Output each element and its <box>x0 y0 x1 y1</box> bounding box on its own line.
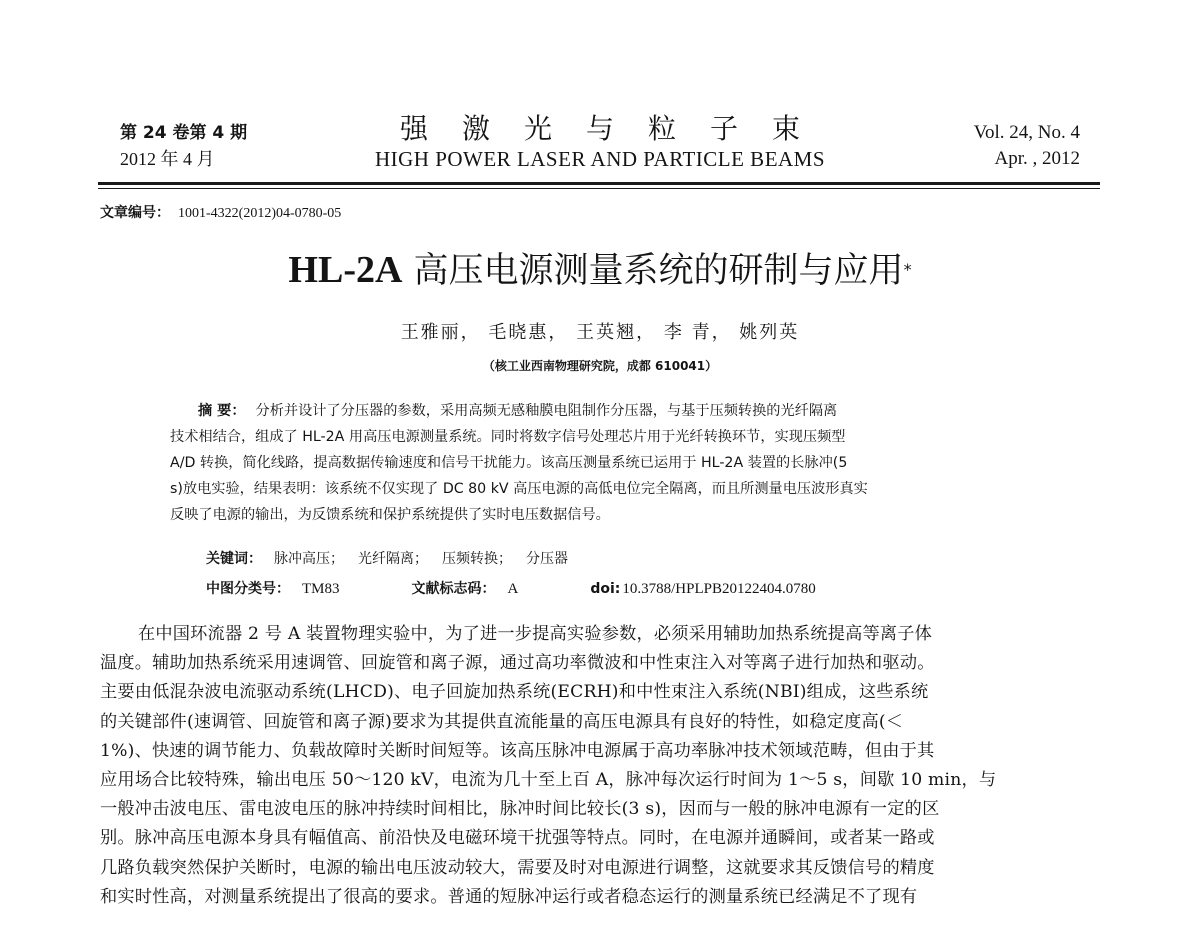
abstract <box>170 398 1032 528</box>
volume-issue: 第 24 卷第 4 期 <box>120 123 248 143</box>
abstract-text: 分析并设计了分压器的参数，采用高频无感釉膜电阻制作分压器，与基于压频转换的光纤隔离 <box>255 403 838 419</box>
article-number <box>100 202 341 222</box>
classification <box>206 578 816 598</box>
keyword: 脉冲高压； <box>274 551 344 567</box>
keywords <box>206 548 582 568</box>
journal-title-block <box>240 112 960 172</box>
body-paragraph <box>100 620 1100 912</box>
issue-date-en: Apr. , 2012 <box>994 148 1080 169</box>
abstract-line <box>170 398 1032 424</box>
body-line: 在中国环流器 2 号 A 装置物理实验中，为了进一步提高实验参数，必须采用辅助加热系统提高等离子体 <box>138 624 933 644</box>
abstract-line: s)放电实验，结果表明：该系统不仅实现了 DC 80 kV 高压电源的高低电位完全隔离，而且所测量电压波形真实 <box>170 481 868 497</box>
body-line: 一般冲击波电压、雷电波电压的脉冲持续时间相比，脉冲时间比较长(3 s)，因而与一般的脉冲电源有一定的区 <box>100 799 940 820</box>
doc-code-label: 文献标志码： <box>411 581 496 597</box>
paper-title-latin: HL-2A <box>288 249 403 291</box>
body-line: 应用场合比较特殊，输出电压 50～120 kV，电流为几十至上百 A，脉冲每次运行时间为 1～5 s，间歇 10 min，与 <box>100 769 997 790</box>
keyword: 光纤隔离； <box>358 551 428 567</box>
paper-title-cn: 高压电源测量系统的研制与应用 <box>402 251 904 291</box>
paper-title <box>0 244 1200 297</box>
abstract-line: A/D 转换，简化线路，提高数据传输速度和信号干扰能力。该高压测量系统已运用于 HL-2A 装置的长脉冲(5 <box>170 455 848 471</box>
doi-value: 10.3788/HPLPB20122404.0780 <box>622 581 816 597</box>
header-rule-thick <box>98 182 1100 185</box>
keyword: 分压器 <box>526 551 568 567</box>
body-line: 主要由低混杂波电流驱动系统(LHCD)、电子回旋加热系统(ECRH)和中性束注入系统(NBI)组成，这些系统 <box>100 682 929 703</box>
abstract-line: 技术相结合，组成了 HL-2A 用高压电源测量系统。同时将数字信号处理芯片用于光纤转换环节，实现压频型 <box>170 429 846 445</box>
article-number-label: 文章编号： <box>100 205 170 221</box>
issue-date-cn: 2012 年 4 月 <box>120 149 215 169</box>
doi-label: doi: <box>590 581 621 597</box>
journal-volume-en <box>974 120 1080 172</box>
affiliation: （核工业西南物理研究院，成都 610041） <box>482 359 718 373</box>
journal-title-cn: 强激光与粒子束 <box>399 112 834 145</box>
clc-label: 中图分类号： <box>206 581 290 597</box>
keyword: 压频转换； <box>442 551 512 567</box>
keywords-label: 关键词： <box>206 551 262 567</box>
journal-title-en: HIGH POWER LASER AND PARTICLE BEAMS <box>374 147 826 171</box>
clc-value: TM83 <box>302 581 340 597</box>
body-line: 1%)、快速的调节能力、负载故障时关断时间短等。该高压脉冲电源属于高功率脉冲技术领域范畴，但由于其 <box>100 740 935 761</box>
body-line: 的关键部件(速调管、回旋管和离子源)要求为其提供直流能量的高压电源具有良好的特性，如稳定度高(＜ <box>100 711 904 732</box>
volume-en: Vol. 24, No. 4 <box>973 122 1080 143</box>
body-line: 几路负载突然保护关断时，电源的输出电压波动较大，需要及时对电源进行调整，这就要求其反馈信号的精度 <box>100 857 935 878</box>
abstract-line: 反映了电源的输出，为反馈系统和保护系统提供了实时电压数据信号。 <box>170 507 610 523</box>
journal-issue-info <box>120 120 247 172</box>
doc-code-value: A <box>507 581 519 597</box>
header-rule-thin <box>98 188 1100 189</box>
body-line: 温度。辅助加热系统采用速调管、回旋管和离子源，通过高功率微波和中性束注入对等离子进行加热和驱动。 <box>100 653 935 674</box>
footnote-mark: * <box>903 260 912 279</box>
article-number-value: 1001-4322(2012)04-0780-05 <box>178 206 342 221</box>
abstract-label: 摘 要： <box>198 403 246 419</box>
body-line: 别。脉冲高压电源本身具有幅值高、前沿快及电磁环境干扰强等特点。同时，在电源并通瞬间，或者某一路或 <box>100 828 935 849</box>
authors: 王雅丽， 毛晓惠， 王英翘， 李 青， 姚列英 <box>400 322 800 343</box>
body-line: 和实时性高，对测量系统提出了很高的要求。普通的短脉冲运行或者稳态运行的测量系统已经满足不了现有 <box>100 886 918 907</box>
